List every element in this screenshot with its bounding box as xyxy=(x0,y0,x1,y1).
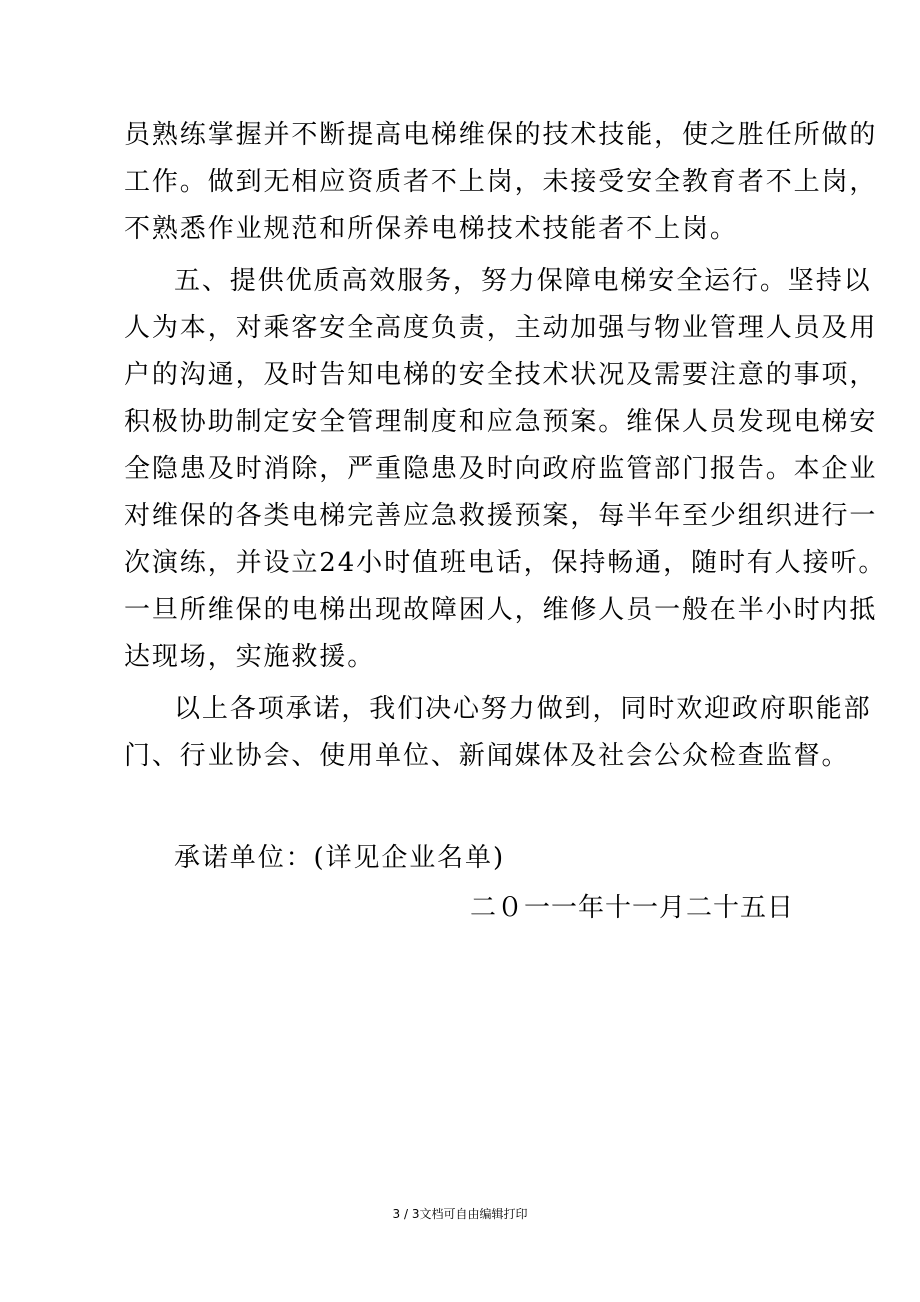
paragraph-line: 户的沟通，及时告知电梯的安全技术状况及需要注意的事项， xyxy=(124,360,878,390)
paragraph-line: 五、提供优质高效服务，努力保障电梯安全运行。坚持以 xyxy=(174,266,872,296)
signature-date: 二０一一年十一月二十五日 xyxy=(470,893,795,923)
paragraph-line: 次演练，并设立24小时值班电话，保持畅通，随时有人接听。 xyxy=(124,548,887,578)
paragraph-line: 对维保的各类电梯完善应急救援预案，每半年至少组织进行一 xyxy=(124,501,878,531)
paragraph-line: 人为本，对乘客安全高度负责，主动加强与物业管理人员及用 xyxy=(124,313,878,343)
paragraph-line: 一旦所维保的电梯出现故障困人，维修人员一般在半小时内抵 xyxy=(124,595,878,625)
paragraph-line: 积极协助制定安全管理制度和应急预案。维保人员发现电梯安 xyxy=(124,407,878,437)
paragraph-line: 不熟悉作业规范和所保养电梯技术技能者不上岗。 xyxy=(124,214,738,244)
paragraph-line: 工作。做到无相应资质者不上岗，未接受安全教育者不上岗， xyxy=(124,167,878,197)
paragraph-line: 门、行业协会、使用单位、新闻媒体及社会公众检查监督。 xyxy=(124,741,850,771)
paragraph-line: 达现场，实施救援。 xyxy=(124,642,376,672)
signature-unit: 承诺单位：(详见企业名单) xyxy=(174,843,505,873)
page-footer: 3 / 3文档可自由编辑打印 xyxy=(392,1207,528,1221)
paragraph-line: 全隐患及时消除，严重隐患及时向政府监管部门报告。本企业 xyxy=(124,454,878,484)
paragraph-line: 员熟练掌握并不断提高电梯维保的技术技能，使之胜任所做的 xyxy=(124,120,878,150)
paragraph-line: 以上各项承诺，我们决心努力做到，同时欢迎政府职能部 xyxy=(174,694,872,724)
